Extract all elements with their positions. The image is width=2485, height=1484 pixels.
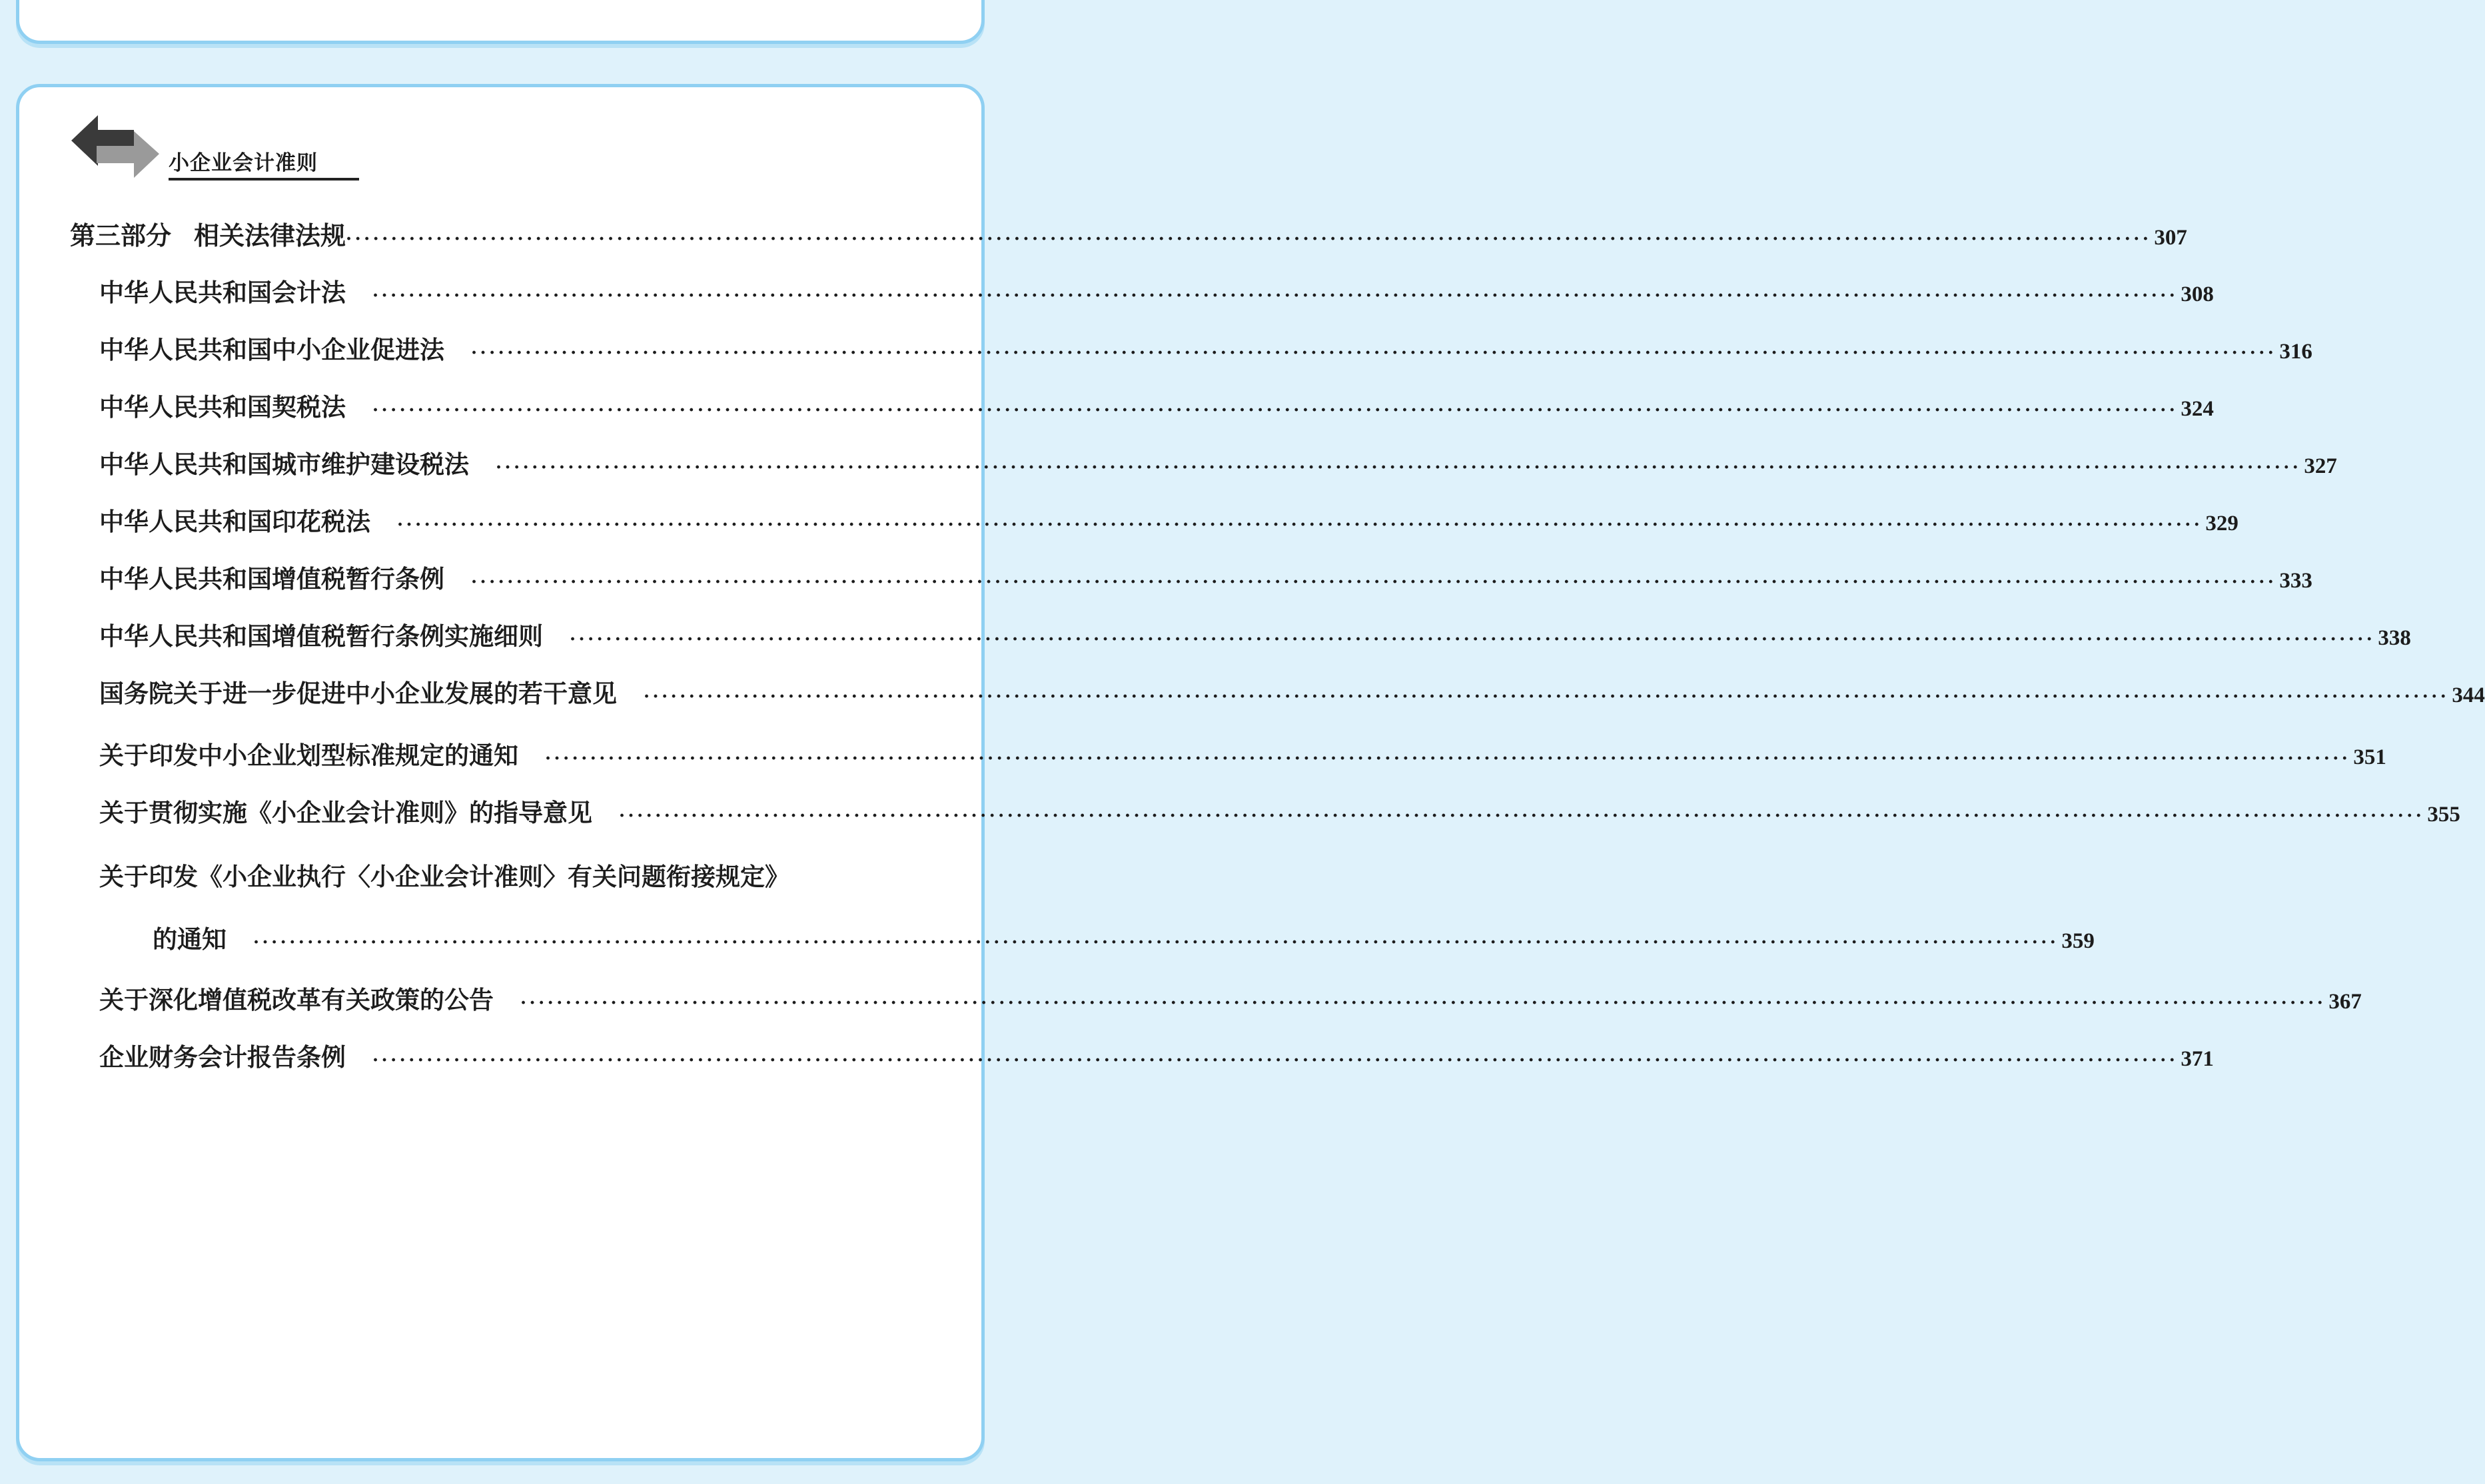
entry-title: 国务院关于进一步促进中小企业发展的若干意见 [99, 679, 617, 708]
toc-entry[interactable] [99, 673, 2485, 709]
page-number: 338 [2378, 626, 2411, 650]
entry-title: 中华人民共和国增值税暂行条例 [99, 564, 444, 593]
toc-entry[interactable] [99, 616, 2411, 652]
page-number: 324 [2181, 397, 2214, 421]
toc-entry[interactable] [99, 735, 2386, 771]
entry-title: 中华人民共和国中小企业促进法 [99, 335, 444, 364]
toc-entry[interactable] [99, 559, 2312, 595]
entry-title: 关于贯彻实施《小企业会计准则》的指导意见 [99, 798, 592, 827]
page-number: 367 [2328, 990, 2362, 1014]
dot-leader: ········································································································································································································ [346, 229, 2152, 249]
page-number: 351 [2353, 745, 2386, 769]
previous-card [16, 0, 985, 44]
page-number: 359 [2061, 929, 2095, 953]
entry-title: 企业财务会计报告条例 [99, 1042, 346, 1072]
entry-title: 中华人民共和国印花税法 [99, 507, 370, 536]
dot-leader: ········································································································································································································ [471, 572, 2277, 592]
page-number: 316 [2279, 340, 2312, 364]
double-arrow-icon [70, 113, 163, 179]
page-number: 307 [2154, 226, 2187, 250]
toc-entry[interactable] [99, 330, 2312, 366]
dot-leader: ········································································································································································································ [570, 629, 2376, 649]
page-number: 308 [2181, 282, 2214, 306]
page-number: 355 [2427, 803, 2460, 827]
entry-title-continuation: 的通知 [153, 925, 227, 954]
toc-entry[interactable] [99, 444, 2337, 480]
toc-entry[interactable] [99, 980, 2362, 1016]
toc-entry[interactable] [99, 793, 2460, 829]
page-number: 329 [2205, 512, 2238, 536]
dot-leader: ········································································································································································································ [644, 687, 2450, 707]
entry-title: 中华人民共和国契税法 [99, 392, 346, 422]
dot-leader: ········································································································································································································ [253, 932, 2059, 952]
dot-leader: ········································································································································································································ [520, 993, 2326, 1013]
toc-page-card [16, 84, 2485, 1461]
book-title: 小企业会计准则 [169, 151, 318, 175]
dot-leader: ········································································································································································································ [619, 806, 2425, 826]
entry-title: 中华人民共和国会计法 [99, 278, 346, 307]
entry-title: 关于印发《小企业执行〈小企业会计准则〉有关问题衔接规定》 [99, 862, 789, 891]
page-number: 344 [2452, 683, 2485, 707]
part-label: 第三部分 [70, 220, 172, 250]
book-header [70, 113, 403, 179]
entry-title: 关于印发中小企业划型标准规定的通知 [99, 741, 518, 770]
page-number: 333 [2279, 569, 2312, 593]
page-number: 327 [2304, 454, 2337, 478]
toc-part-heading[interactable] [70, 215, 2187, 252]
toc-entry[interactable] [99, 272, 2214, 308]
dot-leader: ········································································································································································································ [372, 1050, 2179, 1070]
toc-entry[interactable] [99, 502, 2238, 538]
toc-entry[interactable] [99, 1037, 2214, 1073]
toc-entry[interactable] [99, 387, 2214, 423]
toc-entry-continuation[interactable] [153, 919, 2095, 955]
dot-leader: ········································································································································································································ [372, 286, 2179, 306]
entry-title: 关于深化增值税改革有关政策的公告 [99, 985, 494, 1014]
page-number: 371 [2181, 1047, 2214, 1071]
title-underline [169, 178, 359, 181]
dot-leader: ········································································································································································································ [471, 343, 2277, 363]
dot-leader: ········································································································································································································ [372, 400, 2179, 420]
dot-leader: ········································································································································································································ [397, 515, 2203, 535]
entry-title: 中华人民共和国增值税暂行条例实施细则 [99, 621, 543, 651]
dot-leader: ········································································································································································································ [545, 749, 2351, 769]
toc-entry[interactable] [99, 857, 789, 893]
dot-leader: ········································································································································································································ [496, 458, 2302, 478]
entry-title: 中华人民共和国城市维护建设税法 [99, 450, 469, 479]
part-title: 相关法律法规 [194, 220, 346, 250]
